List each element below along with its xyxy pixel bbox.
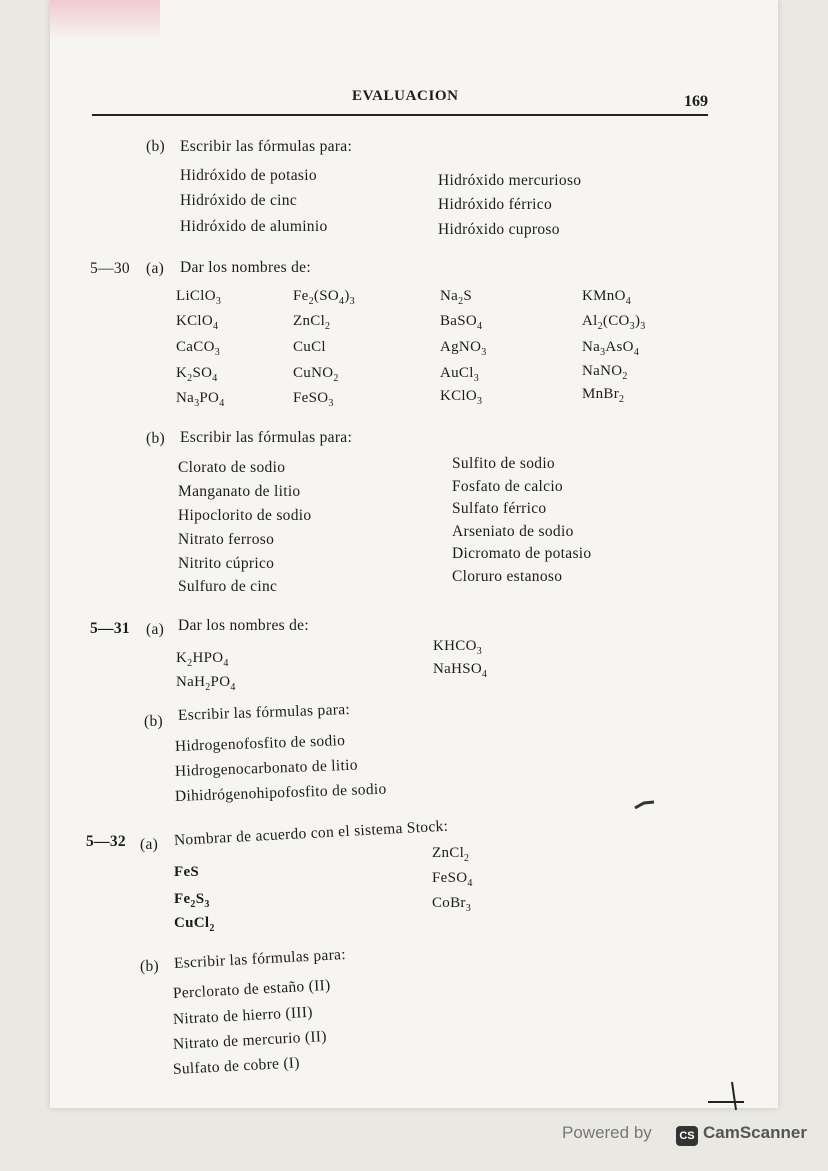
s530-b-right-item: Dicromato de potasio <box>452 545 592 562</box>
formula: $NaH_2PO_4$ <box>176 674 236 693</box>
formula: MnBr$_2$ <box>582 386 625 405</box>
s529b-right-item: Hidróxido cuproso <box>438 221 560 238</box>
formula: $Fe_2S_3$ <box>174 891 210 910</box>
s530-b-right-item: Cloruro estanoso <box>452 568 563 585</box>
s531-b-item: Hidrogenocarbonato de litio <box>174 756 359 780</box>
s530-number: 5—30 <box>90 260 130 277</box>
s530-b-left-item: Manganato de litio <box>178 483 301 500</box>
s529b-label: (b) <box>146 138 165 155</box>
s531-b-instruction: Escribir las fórmulas para: <box>177 700 351 724</box>
s530-b-label: (b) <box>146 430 165 447</box>
formula: ZnCl$_2$ <box>293 313 331 332</box>
formula: CoBr$_3$ <box>432 895 472 914</box>
s530-b-left-item: Nitrato ferroso <box>178 531 275 548</box>
page-title: EVALUACION <box>352 88 459 104</box>
formula: LiClO$_3$ <box>176 288 222 307</box>
formula: KClO$_3$ <box>440 388 483 407</box>
formula: AuCl$_3$ <box>440 365 480 384</box>
s531-a-instruction: Dar los nombres de: <box>178 617 309 634</box>
formula: FeS <box>174 864 200 880</box>
formula: CuCl$_2$ <box>174 915 215 934</box>
s530-b-right-item: Sulfito de sodio <box>452 455 555 472</box>
s530-a-label: (a) <box>146 260 165 277</box>
formula: FeSO$_3$ <box>293 390 334 409</box>
formula: CuCl <box>293 339 326 355</box>
s532-number: 5—32 <box>86 833 126 850</box>
s530-b-left-item: Sulfuro de cinc <box>178 578 278 595</box>
s529b-right-item: Hidróxido férrico <box>438 196 552 213</box>
s529b-instruction: Escribir las fórmulas para: <box>180 138 353 155</box>
formula: NaNO$_2$ <box>582 363 628 382</box>
s530-b-instruction: Escribir las fórmulas para: <box>180 429 353 446</box>
formula: KMnO$_4$ <box>582 288 632 307</box>
s531-a-label: (a) <box>146 621 165 638</box>
formula: $K_2HPO_4$ <box>176 650 229 669</box>
formula: $Na_2S$ <box>440 288 473 307</box>
formula: FeSO$_4$ <box>432 870 473 889</box>
formula: NaHSO$_4$ <box>433 661 488 680</box>
s531-b-item: Dihidrógenohipofosfito de sodio <box>174 780 387 805</box>
camscanner-logo-icon: CS <box>676 1126 698 1146</box>
s532-a-instruction: Nombrar de acuerdo con el sistema Stock: <box>173 817 449 849</box>
s530-a-instruction: Dar los nombres de: <box>180 259 311 276</box>
s532-b-label: (b) <box>140 958 159 975</box>
s531-b-item: Hidrogenofosfito de sodio <box>174 732 346 755</box>
camscanner-brand: CamScanner <box>703 1123 807 1142</box>
s530-b-left-item: Nitrito cúprico <box>178 555 275 572</box>
header-rule <box>92 114 708 116</box>
s529b-left-item: Hidróxido de cinc <box>180 192 298 209</box>
s529b-right-item: Hidróxido mercurioso <box>438 172 582 189</box>
formula: $Al_2(CO_3)_3$ <box>582 313 646 332</box>
formula: KClO$_4$ <box>176 313 219 332</box>
s532-a-label: (a) <box>140 836 159 853</box>
s530-b-right-item: Sulfato férrico <box>452 500 547 517</box>
page-tint <box>50 0 160 40</box>
s532-b-item: Sulfato de cobre (I) <box>172 1054 301 1078</box>
s531-b-label: (b) <box>144 713 163 730</box>
page-number: 169 <box>684 93 708 110</box>
formula: CaCO$_3$ <box>176 339 221 358</box>
formula: $K_2SO_4$ <box>176 365 218 384</box>
s532-b-item: Perclorato de estaño (II) <box>172 976 331 1002</box>
formula: $KHCO_3$ <box>433 638 483 657</box>
s530-b-left-item: Hipoclorito de sodio <box>178 507 312 524</box>
scanned-page <box>50 0 778 1108</box>
s530-b-left-item: Clorato de sodio <box>178 459 286 476</box>
formula: BaSO$_4$ <box>440 313 483 332</box>
pen-mark <box>706 1080 746 1110</box>
s529b-left-item: Hidróxido de potasio <box>180 167 317 184</box>
s529b-left-item: Hidróxido de aluminio <box>180 218 328 235</box>
formula: $Na_3PO_4$ <box>176 390 225 409</box>
formula: ZnCl$_2$ <box>432 845 470 864</box>
s531-number: 5—31 <box>90 620 130 637</box>
s532-b-item: Nitrato de mercurio (II) <box>172 1027 328 1053</box>
formula: AgNO$_3$ <box>440 339 487 358</box>
s530-b-right-item: Arseniato de sodio <box>452 523 574 540</box>
formula: $Na_3AsO_4$ <box>582 339 640 358</box>
formula: CuNO$_2$ <box>293 365 339 384</box>
formula: $Fe_2(SO_4)_3$ <box>293 288 355 307</box>
ink-smudge <box>634 800 656 810</box>
s530-b-right-item: Fosfato de calcio <box>452 478 563 495</box>
powered-by-text: Powered by <box>562 1123 652 1142</box>
s532-b-item: Nitrato de hierro (III) <box>172 1003 314 1028</box>
s532-b-instruction: Escribir las fórmulas para: <box>173 946 347 972</box>
